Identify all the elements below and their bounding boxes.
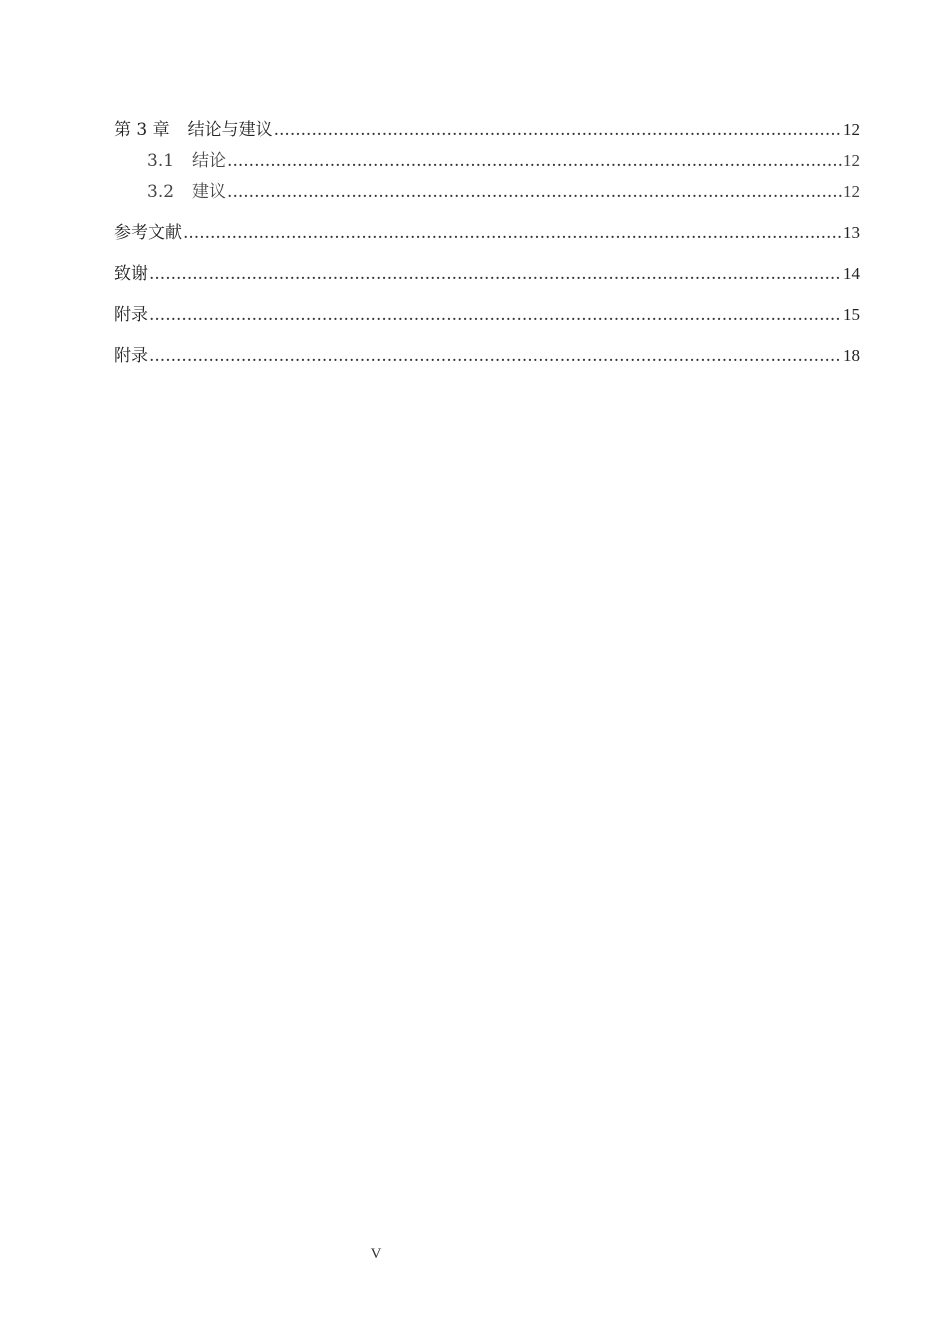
toc-entry-title: 附录 [114, 305, 148, 325]
toc-dot-leader [274, 117, 842, 143]
toc-entry-number: 3.1 [147, 151, 175, 171]
toc-entry-appendix-2[interactable] [114, 343, 860, 369]
toc-entry-title: 致谢 [114, 264, 148, 284]
toc-entry-title: 结论 [192, 151, 227, 171]
toc-entry-title: 附录 [114, 346, 148, 366]
toc-entry-page: 15 [843, 305, 860, 324]
toc-dot-leader [183, 220, 842, 246]
toc-entry-number: 3.2 [147, 182, 175, 202]
toc-entry-section-3-1[interactable] [114, 148, 860, 174]
table-of-contents [114, 117, 860, 369]
toc-entry-page: 14 [843, 264, 860, 283]
toc-dot-leader [149, 343, 842, 369]
toc-entry-page: 12 [843, 182, 860, 201]
toc-entry-appendix-1[interactable] [114, 302, 860, 328]
toc-dot-leader [149, 302, 842, 328]
toc-entry-page: 12 [843, 120, 860, 139]
toc-entry-acknowledgements[interactable] [114, 261, 860, 287]
toc-entry-page: 12 [843, 151, 860, 170]
toc-entry-page: 13 [843, 223, 860, 242]
toc-entry-title: 建议 [192, 182, 227, 202]
toc-entry-title: 参考文献 [114, 223, 182, 243]
toc-dot-leader [149, 261, 842, 287]
toc-dot-leader [227, 179, 842, 205]
toc-entry-page: 18 [843, 346, 860, 365]
toc-entry-title: 结论与建议 [187, 120, 273, 140]
toc-dot-leader [227, 148, 842, 174]
toc-entry-number: 第 3 章 [114, 120, 170, 140]
toc-entry-chapter-3[interactable] [114, 117, 860, 143]
toc-entry-section-3-2[interactable] [114, 179, 860, 205]
page-number-footer: V [370, 1246, 382, 1262]
toc-entry-references[interactable] [114, 220, 860, 246]
